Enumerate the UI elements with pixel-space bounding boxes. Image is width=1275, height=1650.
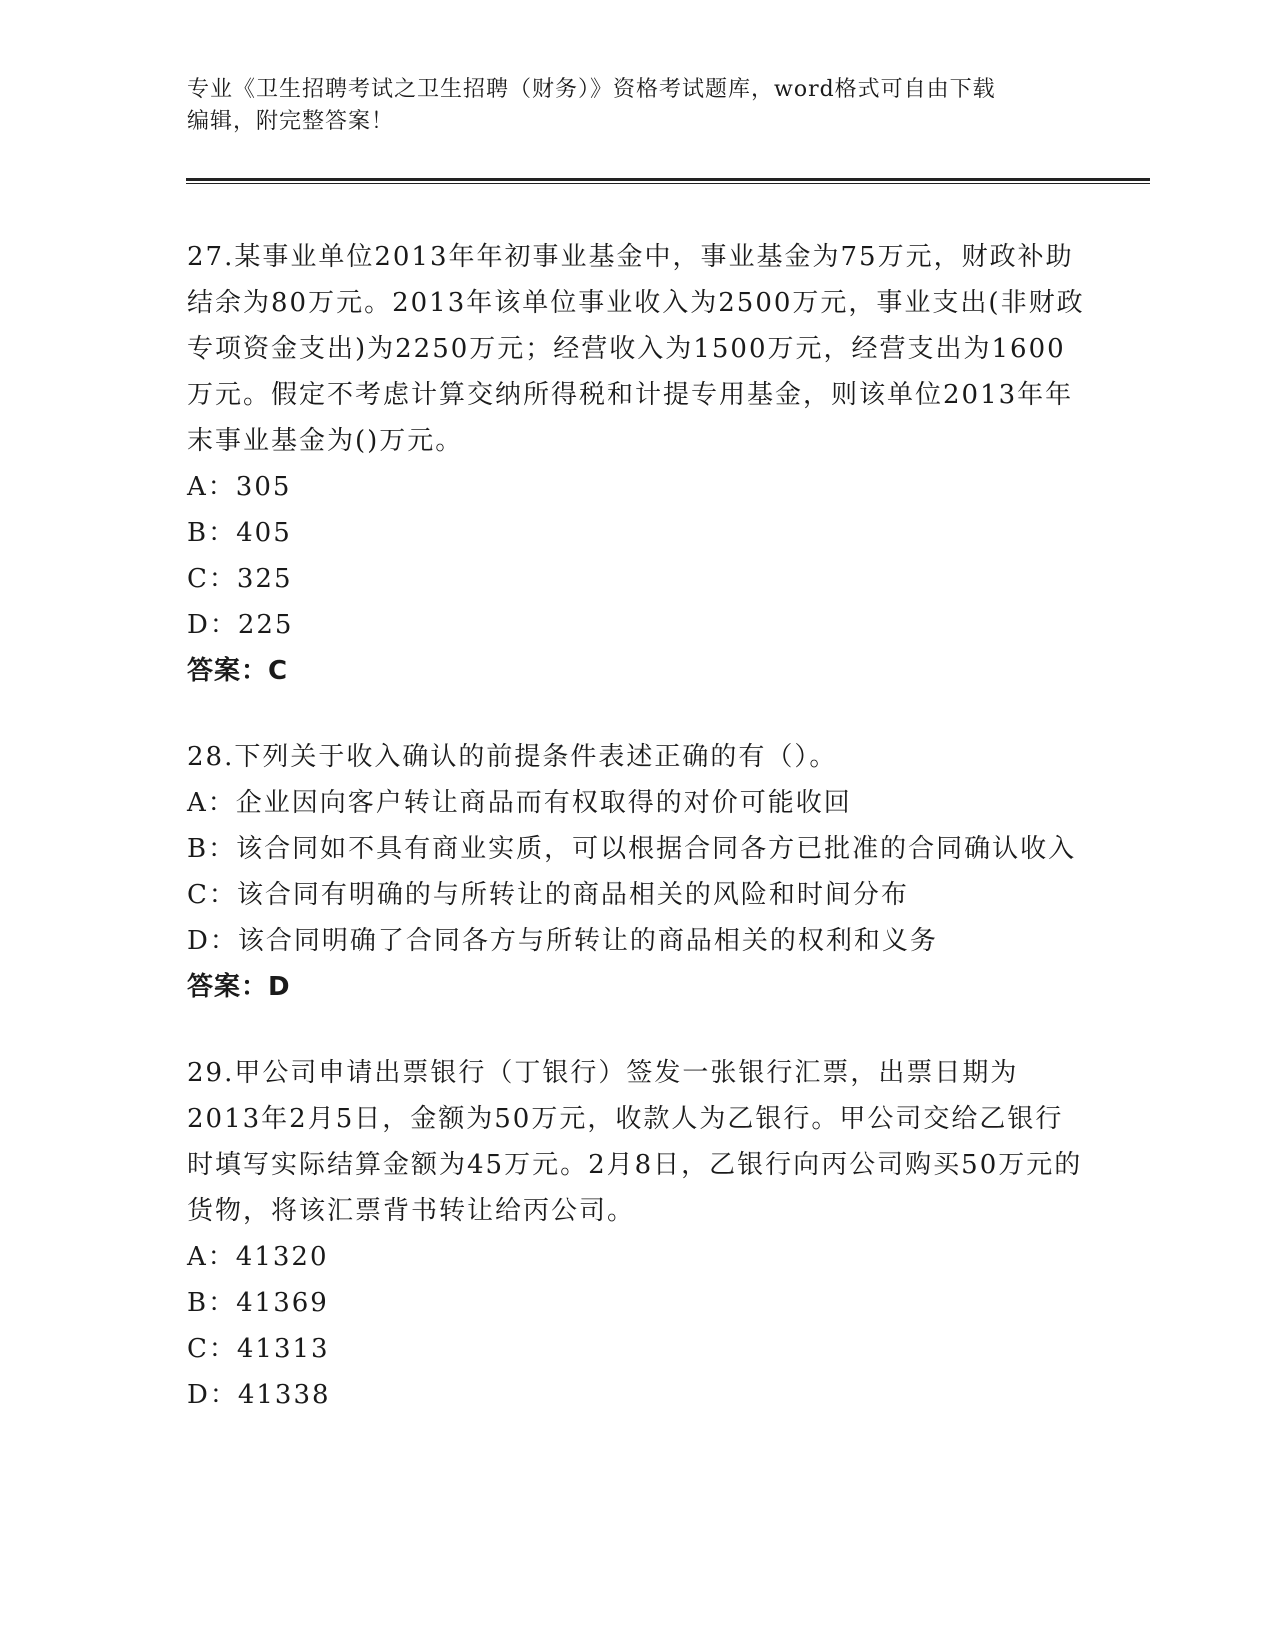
question-stem: 29.甲公司申请出票银行（丁银行）签发一张银行汇票，出票日期为2013年2月5日，金额为50万元，收款人为乙银行。甲公司交给乙银行时填写实际结算金额为45万元。2月8日，乙银行向丙公司购买50万元的货物，将该汇票背书转让给丙公司。 xyxy=(187,1058,1083,1226)
option-c: C：325 xyxy=(187,564,293,594)
header-line-2: 编辑，附完整答案！ xyxy=(187,109,395,134)
option-a: A：305 xyxy=(187,472,292,502)
option-c: C：41313 xyxy=(187,1334,330,1364)
option-d: D：41338 xyxy=(187,1380,331,1410)
question-stem: 28.下列关于收入确认的前提条件表述正确的有（）。 xyxy=(187,742,838,772)
option-b: B：41369 xyxy=(187,1288,329,1318)
question-27 xyxy=(187,234,1087,694)
option-d: D：225 xyxy=(187,610,294,640)
answer: 答案：D xyxy=(187,972,291,1002)
question-list xyxy=(187,234,1087,1458)
option-a: A：企业因向客户转让商品而有权取得的对价可能收回 xyxy=(187,788,852,818)
question-28 xyxy=(187,734,1087,1010)
option-b: B：405 xyxy=(187,518,292,548)
question-stem: 27.某事业单位2013年年初事业基金中，事业基金为75万元，财政补助结余为80万元。2013年该单位事业收入为2500万元，事业支出(非财政专项资金支出)为2250万元；经营收入为1500万元，经营支出为1600万元。假定不考虑计算交纳所得税和计提专用基金，则该单位2013年年末事业基金为()万元。 xyxy=(187,242,1085,456)
header-line-1: 专业《卫生招聘考试之卫生招聘（财务）》资格考试题库，word格式可自由下载 xyxy=(187,77,996,102)
document-header xyxy=(187,74,1067,138)
header-divider-thick xyxy=(186,178,1150,181)
option-b: B：该合同如不具有商业实质，可以根据合同各方已批准的合同确认收入 xyxy=(187,834,1077,864)
answer: 答案：C xyxy=(187,656,289,686)
header-divider-thin xyxy=(186,183,1150,184)
option-a: A：41320 xyxy=(187,1242,329,1272)
option-d: D：该合同明确了合同各方与所转让的商品相关的权利和义务 xyxy=(187,926,938,956)
option-c: C：该合同有明确的与所转让的商品相关的风险和时间分布 xyxy=(187,880,909,910)
question-29 xyxy=(187,1050,1087,1418)
